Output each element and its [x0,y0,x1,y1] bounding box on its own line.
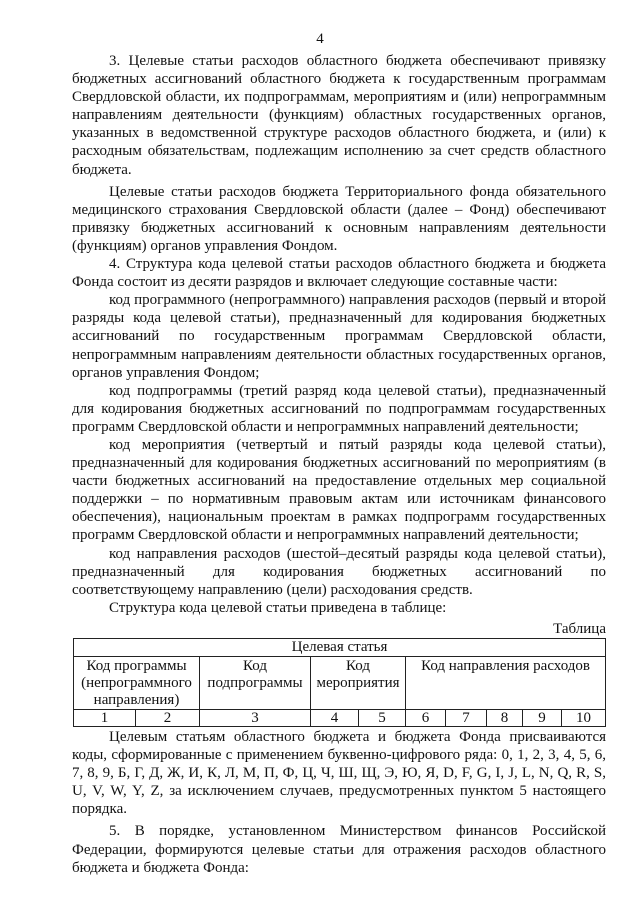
document-body [72,52,606,877]
column-activity-code: Код мероприятия [311,657,406,710]
paragraph-fund-articles: Целевые статьи расходов бюджета Территориального фонда обязательного медицинского страхования Свердловской области (далее – Фонд) обеспечивают привязку бюджетных ассигнований к основным направлениям деятельности (функциям) органов управления Фондом. [72,183,606,254]
digit-cell: 6 [406,710,446,727]
digit-cell: 5 [359,710,406,727]
digit-cell: 1 [74,710,136,727]
page-number: 4 [316,31,324,47]
digit-cell: 3 [200,710,311,727]
paragraph-3: 3. Целевые статьи расходов областного бюджета обеспечивают привязку бюджетных ассигнований областного бюджета к государственным программам Свердловской области, их подпрограммам, мероприятиям и (или) непрограммным направлениям деятельности (функциям) областных государственных органов, указанных в ведомственной структуре расходов областного бюджета, и (или) к расходным обязательствам, подлежащим исполнению за счет средств областного бюджета. [72,53,606,178]
paragraph-activity-code: код мероприятия (четвертый и пятый разряды кода целевой статьи), предназначенный для кодирования бюджетных ассигнований по мероприятиям (в части бюджетных ассигнований на предоставление отдельных мер социальной поддержки – по нормативным правовым актам или источникам финансового обеспечения), национальным проектам в рамках подпрограмм государственных программ Свердловской области и непрограммных направлений деятельности; [72,436,606,544]
paragraph-table-intro: Структура кода целевой статьи приведена в таблице: [109,599,447,616]
digit-cell: 8 [487,710,523,727]
column-direction-code: Код направления расходов [406,657,606,710]
table-caption: Таблица [553,620,606,637]
paragraph-4: 4. Структура кода целевой статьи расходов областного бюджета и бюджета Фонда состоит из десяти разрядов и включает следующие составные части: [72,256,606,291]
digit-cell: 4 [311,710,359,727]
digit-cell: 10 [562,710,606,727]
table-header-target-article: Целевая статья [74,639,606,657]
digit-cell: 7 [446,710,487,727]
paragraph-program-code: код программного (непрограммного) направления расходов (первый и второй разряды кода целевой статьи), предназначенный для кодирования бюджетных ассигнований по государственным программам Свердловской области, непрограммным направлениям деятельности областных государственных органов, органов управления Фондом; [72,292,606,381]
paragraph-5: 5. В порядке, установленном Министерством финансов Российской Федерации, формируются целевые статьи для отражения расходов областного бюджета и бюджета Фонда: [72,823,606,876]
paragraph-code-alphabet: Целевым статьям областного бюджета и бюджета Фонда присваиваются коды, сформированные с применением буквенно-цифрового ряда: 0, 1, 2, 3, 4, 5, 6, 7, 8, 9, Б, Г, Д, Ж, И, К, Л, М, П, Ф, Ц, Ч, Ш, Щ, Э, Ю, Я, D, F, G, I, J, L, N, Q, R, S, U, V, W, Y, Z, за исключением случаев, предусмотренных пунктом 5 настоящего порядка. [72,729,606,818]
code-structure-table [73,638,606,727]
column-program-code: Код программы (непрограммного направления) [74,657,200,710]
digit-cell: 9 [523,710,562,727]
paragraph-subprogram-code: код подпрограммы (третий разряд кода целевой статьи), предназначенный для кодирования бюджетных ассигнований по подпрограммам государственных программ Свердловской области и непрограммных направлений деятельности; [72,382,606,435]
paragraph-direction-code: код направления расходов (шестой–десятый разряды кода целевой статьи), предназначенный для кодирования бюджетных ассигнований по соответствующему направлению (цели) расходования средств. [72,545,606,598]
digit-cell: 2 [136,710,200,727]
column-subprogram-code: Код подпрограммы [200,657,311,710]
